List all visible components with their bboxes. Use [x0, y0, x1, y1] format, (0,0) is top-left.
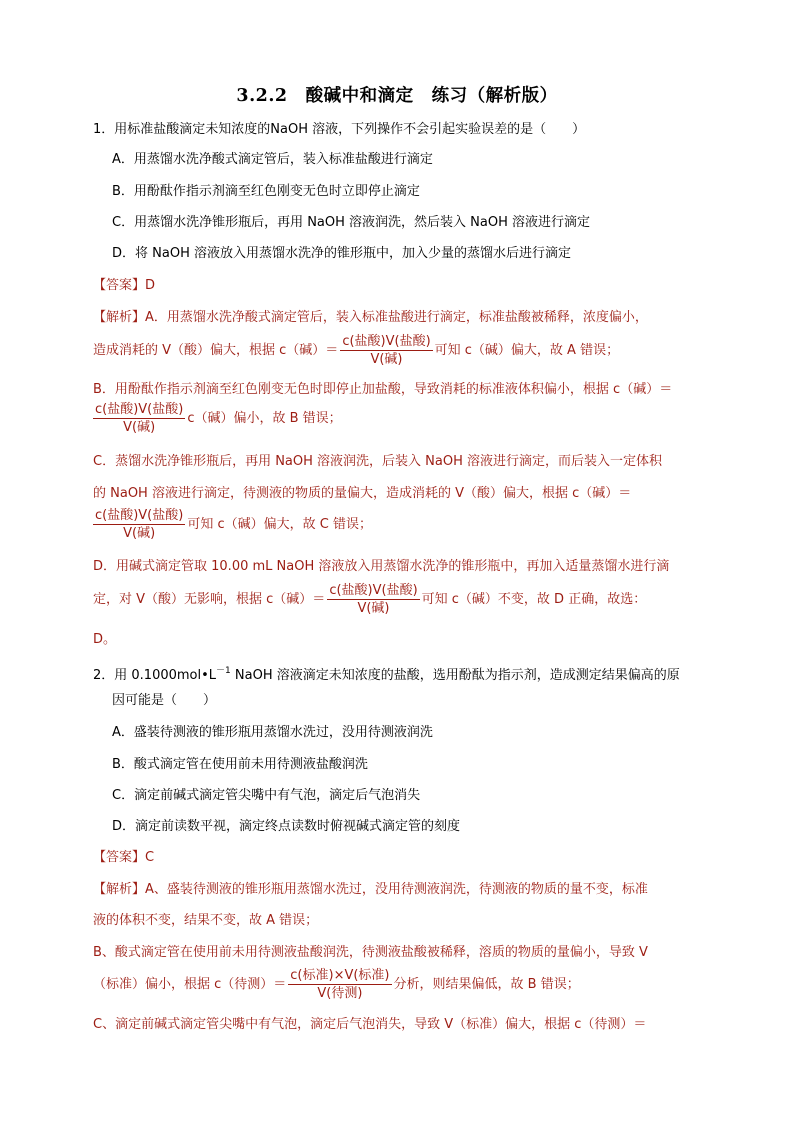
q2-analysis-a-line2: 液的体积不变，结果不变，故 A 错误； — [93, 913, 319, 928]
q2-stem-part2: NaOH 溶液滴定未知浓度的盐酸，选用酚酞为指示剂，造成测定结果偏高的原 — [230, 668, 680, 683]
q2-analysis-b-text-end: 分析，则结果偏低，故 B 错误； — [393, 977, 580, 992]
q1-answer: 【答案】D — [93, 278, 156, 293]
fraction — [340, 333, 432, 368]
q1-analysis-d-line3: D。 — [93, 632, 117, 647]
fraction — [327, 582, 419, 617]
question-2-stem — [93, 662, 680, 685]
question-1-stem: 1．用标准盐酸滴定未知浓度的NaOH 溶液，下列操作不会引起实验误差的是（ ） — [93, 122, 586, 137]
q1-analysis-a-text-end: 可知 c（碱）偏大，故 A 错误； — [434, 343, 620, 358]
fraction-denominator: V(碱) — [370, 352, 403, 367]
q1-analysis-b-text-end: c（碱）偏小，故 B 错误； — [187, 411, 342, 426]
page-title: 3.2.2 酸碱中和滴定 练习（解析版） — [236, 86, 558, 106]
q1-analysis-a-text: 造成消耗的 V（酸）偏大，根据 c（碱）＝ — [93, 343, 339, 358]
q1-option-c: C．用蒸馏水洗净锥形瓶后，再用 NaOH 溶液润洗，然后装入 NaOH 溶液进行滴定 — [112, 215, 591, 230]
fraction-denominator: V(碱) — [357, 601, 390, 616]
q1-analysis-a-line2 — [93, 333, 619, 368]
q1-analysis-c-line3 — [93, 507, 372, 542]
fraction-numerator: c(盐酸)V(盐酸) — [342, 334, 431, 349]
fraction-numerator: c(标准)×V(标准) — [290, 968, 390, 983]
q1-analysis-b-line2 — [93, 401, 342, 436]
q2-analysis-a-line1: 【解析】A、盛装待测液的锥形瓶用蒸馏水洗过，没用待测液润洗，待测液的物质的量不变，标准 — [93, 882, 648, 897]
q1-analysis-a-line1: 【解析】A．用蒸馏水洗净酸式滴定管后，装入标准盐酸进行滴定，标准盐酸被稀释，浓度偏小， — [93, 310, 648, 325]
fraction-numerator: c(盐酸)V(盐酸) — [95, 402, 184, 417]
fraction — [288, 967, 391, 1002]
q2-analysis-b-line2 — [93, 967, 580, 1002]
question-2-stem-line2: 因可能是（ ） — [112, 693, 217, 708]
q1-analysis-d-line1: D．用碱式滴定管取 10.00 mL NaOH 溶液放入用蒸馏水洗净的锥形瓶中，再加入适量蒸馏水进行滴 — [93, 559, 670, 574]
fraction-numerator: c(盐酸)V(盐酸) — [329, 583, 418, 598]
q1-option-b: B．用酚酞作指示剂滴至红色刚变无色时立即停止滴定 — [112, 184, 420, 199]
q1-option-a: A．用蒸馏水洗净酸式滴定管后，装入标准盐酸进行滴定 — [112, 152, 433, 167]
q1-analysis-d-text: 定，对 V（酸）无影响，根据 c（碱）＝ — [93, 592, 326, 607]
q2-stem-superscript: －1 — [216, 666, 231, 676]
q2-answer: 【答案】C — [93, 850, 155, 865]
q2-option-a: A．盛装待测液的锥形瓶用蒸馏水洗过，没用待测液润洗 — [112, 725, 433, 740]
q2-analysis-b-text: （标准）偏小，根据 c（待测）＝ — [93, 977, 287, 992]
q1-analysis-d-line2 — [93, 582, 646, 617]
q2-option-d: D．滴定前读数平视，滴定终点读数时俯视碱式滴定管的刻度 — [112, 819, 461, 834]
q2-analysis-c-line1: C、滴定前碱式滴定管尖嘴中有气泡，滴定后气泡消失，导致 V（标准）偏大，根据 c（待测）＝ — [93, 1017, 647, 1032]
q1-option-d: D．将 NaOH 溶液放入用蒸馏水洗净的锥形瓶中，加入少量的蒸馏水后进行滴定 — [112, 246, 571, 261]
q1-analysis-b-line1: B．用酚酞作指示剂滴至红色刚变无色时即停止加盐酸，导致消耗的标准液体积偏小，根据 c（碱）＝ — [93, 382, 673, 397]
q2-stem-part1: 2．用 0.1000mol•L — [93, 668, 217, 683]
fraction — [93, 507, 185, 542]
fraction — [93, 401, 185, 436]
q2-option-b: B．酸式滴定管在使用前未用待测液盐酸润洗 — [112, 757, 368, 772]
q2-option-c: C．滴定前碱式滴定管尖嘴中有气泡，滴定后气泡消失 — [112, 788, 421, 803]
q1-analysis-d-text-end: 可知 c（碱）不变，故 D 正确，故选： — [421, 592, 647, 607]
fraction-numerator: c(盐酸)V(盐酸) — [95, 508, 184, 523]
q2-analysis-b-line1: B、酸式滴定管在使用前未用待测液盐酸润洗，待测液盐酸被稀释，溶质的物质的量偏小，导致 V — [93, 945, 648, 960]
q1-analysis-c-line2: 的 NaOH 溶液进行滴定，待测液的物质的量偏大，造成消耗的 V（酸）偏大，根据 c（碱）＝ — [93, 486, 632, 501]
q1-analysis-c-text-end: 可知 c（碱）偏大，故 C 错误； — [187, 517, 372, 532]
q1-analysis-c-line1: C．蒸馏水洗净锥形瓶后，再用 NaOH 溶液润洗，后装入 NaOH 溶液进行滴定，而后装入一定体积 — [93, 454, 663, 469]
fraction-denominator: V(碱) — [123, 526, 156, 541]
fraction-denominator: V(待测) — [317, 986, 363, 1001]
fraction-denominator: V(碱) — [123, 420, 156, 435]
